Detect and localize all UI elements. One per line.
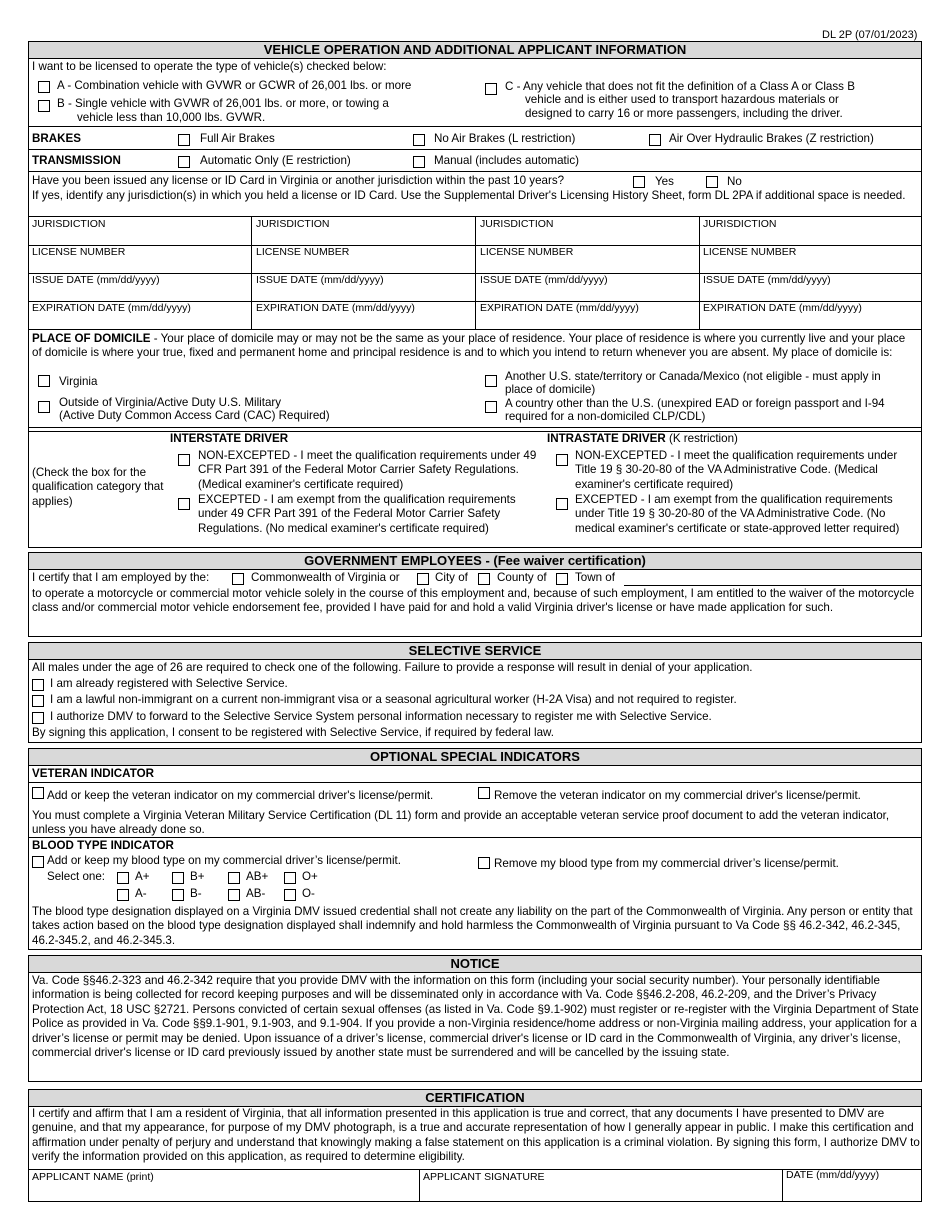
domicile-virginia-checkbox[interactable] (38, 375, 50, 387)
prior-yes-checkbox[interactable] (633, 176, 645, 188)
domicile-country-label-1: A country other than the U.S. (unexpired EAD or foreign passport and I-94 (505, 397, 885, 410)
optional-section (28, 748, 922, 950)
class-c-checkbox[interactable] (485, 83, 497, 95)
blood-b-plus-checkbox[interactable] (172, 872, 184, 884)
intrastate-nonexcepted-checkbox[interactable] (556, 454, 568, 466)
date-field[interactable] (786, 1184, 919, 1200)
domicile-virginia-label: Virginia (59, 375, 98, 388)
interstate-excepted-checkbox[interactable] (178, 498, 190, 510)
blood-title: BLOOD TYPE INDICATOR (32, 839, 174, 852)
no-air-brakes-checkbox[interactable] (413, 134, 425, 146)
selective-section (28, 642, 922, 743)
blood-a-minus-checkbox[interactable] (117, 889, 129, 901)
notice-section (28, 955, 922, 1082)
interstate-excepted-label: EXCEPTED - I am exempt from the qualification requirements under 49 CFR Part 391 of the Federal Motor Carrier Safety Regulations. (No medical examiner's certificate required) (198, 493, 516, 535)
intrastate-excepted-label: EXCEPTED - I am exempt from the qualification requirements under Title 19 § 30-20-80 of the VA Administrative Code. (No medical examiner's certificate or state-approved letter required) (575, 493, 900, 535)
blood-o-minus-label: O- (302, 887, 315, 900)
prior-license-instructions: If yes, identify any jurisdiction(s) in which you held a license or ID Card. Use the Supplemental Driver's Licensing History Sheet, form DL 2PA if additional space is needed. (32, 189, 906, 202)
class-b-label-2: vehicle less than 10,000 lbs. GVWR. (77, 111, 266, 124)
blood-o-plus-checkbox[interactable] (284, 872, 296, 884)
selective-authorize-label: I authorize DMV to forward to the Selective Service System personal information necessary to register me with Selective Service. (50, 710, 712, 723)
blood-b-minus-label: B- (190, 887, 202, 900)
expiration-date-label: EXPIRATION DATE (mm/dd/yyyy) (32, 302, 191, 314)
brakes-label: BRAKES (32, 132, 81, 145)
no-air-brakes-label: No Air Brakes (L restriction) (434, 132, 576, 145)
class-a-label: A - Combination vehicle with GVWR or GCWR of 26,001 lbs. or more (57, 79, 412, 92)
veteran-add-checkbox[interactable] (32, 787, 44, 799)
expiration-date-label: EXPIRATION DATE (mm/dd/yyyy) (256, 302, 415, 314)
selective-registered-checkbox[interactable] (32, 679, 44, 691)
government-lead: I certify that I am employed by the: (32, 571, 210, 584)
license-number-label: LICENSE NUMBER (703, 246, 797, 258)
prior-no-checkbox[interactable] (706, 176, 718, 188)
blood-a-minus-label: A- (135, 887, 147, 900)
automatic-only-checkbox[interactable] (178, 156, 190, 168)
city-label: City of (435, 571, 468, 584)
blood-remove-checkbox[interactable] (478, 857, 490, 869)
jurisdiction-label: JURISDICTION (703, 218, 777, 230)
selective-intro: All males under the age of 26 are required to check one of the following. Failure to provide a response will result in denial of your application. (32, 661, 753, 674)
intrastate-excepted-checkbox[interactable] (556, 498, 568, 510)
blood-b-plus-label: B+ (190, 870, 205, 883)
issue-date-label: ISSUE DATE (mm/dd/yyyy) (703, 274, 831, 286)
certification-section (28, 1089, 922, 1202)
vehicle-header: VEHICLE OPERATION AND ADDITIONAL APPLICANT INFORMATION (29, 42, 921, 59)
vehicle-intro: I want to be licensed to operate the type of vehicle(s) checked below: (32, 60, 387, 73)
veteran-title: VETERAN INDICATOR (32, 767, 154, 780)
domicile-outside-checkbox[interactable] (38, 401, 50, 413)
blood-o-plus-label: O+ (302, 870, 318, 883)
government-section (28, 552, 922, 637)
certification-text: I certify and affirm that I am a resident of Virginia, that all information presented in this application is true and correct, that any documents I have presented to DMV are genuine, and that my appearance, for purpose of my DMV photograph, is a true and accurate representation of how I generally appear in public. I make this certification and affirmation under penalty of perjury and understand that knowingly making a false statement on this application is a criminal violation. By signing this form, I authorize DMV to verify the information provided on this application, as required to determine eligibility. (32, 1107, 920, 1164)
applicant-name-label: APPLICANT NAME (print) (32, 1171, 154, 1183)
qualification-check-note: (Check the box for the qualification category that applies) (32, 466, 164, 508)
notice-text: Va. Code §§46.2-323 and 46.2-342 require that you provide DMV with the information on this form (including your social security number). Your personally identifiable information is being collected for record keeping purposes and will be disseminated only in accordance with Va. Code §§46.2-208, 46.2-209, and the Driver’s Privacy Protection Act, 18 USC §2721. Persons convicted of certain sexual offenses (as listed in Va. Code §9.1-902) must register or re-register with the Virginia Department of State Police as provided in Va. Code §§9.1-901, 9.1-903, and 9.1-904. If you provide a non-Virginia residence/home address or non-Virginia mailing address, your application for a driver’s license or permit may be denied. Upon issuance of a driver’s license, commercial driver's license or ID card in the Commonwealth of Virginia, any driver’s license, commercial driver's license or ID card previously issued by another state must be surrendered and will be cancelled by the issuing state. (32, 974, 919, 1060)
date-label: DATE (mm/dd/yyyy) (786, 1169, 880, 1181)
blood-add-label: Add or keep my blood type on my commercial driver’s license/permit. (47, 854, 401, 867)
jurisdiction-label: JURISDICTION (32, 218, 106, 230)
blood-b-minus-checkbox[interactable] (172, 889, 184, 901)
notice-header: NOTICE (29, 956, 921, 973)
intrastate-title: INTRASTATE DRIVER (K restriction) (547, 432, 738, 445)
blood-ab-minus-label: AB- (246, 887, 266, 900)
expiration-date-label: EXPIRATION DATE (mm/dd/yyyy) (480, 302, 639, 314)
license-number-label: LICENSE NUMBER (32, 246, 126, 258)
applicant-signature-label: APPLICANT SIGNATURE (423, 1171, 545, 1183)
license-number-label: LICENSE NUMBER (480, 246, 574, 258)
prior-no-label: No (727, 175, 742, 188)
class-c-label-2: vehicle and is either used to transport hazardous materials or (525, 93, 839, 106)
blood-a-plus-checkbox[interactable] (117, 872, 129, 884)
interstate-nonexcepted-checkbox[interactable] (178, 454, 190, 466)
prior-yes-label: Yes (655, 175, 674, 188)
manual-checkbox[interactable] (413, 156, 425, 168)
intrastate-nonexcepted-label: NON-EXCEPTED - I meet the qualification requirements under Title 19 § 30-20-80 of the VA Administrative Code. (Medical examiner's certificate required) (575, 449, 898, 491)
class-a-checkbox[interactable] (38, 81, 50, 93)
veteran-remove-label: Remove the veteran indicator on my commercial driver's license/permit. (494, 789, 861, 802)
class-c-label-1: C - Any vehicle that does not fit the definition of a Class A or Class B (505, 80, 855, 93)
veteran-note: You must complete a Virginia Veteran Military Service Certification (DL 11) form and provide an acceptable veteran service proof document to add the veteran indicator, unless you have already done so. (32, 809, 890, 837)
selective-nonimmigrant-label: I am a lawful non-immigrant on a current non-immigrant visa or a seasonal agricultural worker (H-2A Visa) and not required to register. (50, 693, 737, 706)
air-over-hydraulic-checkbox[interactable] (649, 134, 661, 146)
issue-date-label: ISSUE DATE (mm/dd/yyyy) (32, 274, 160, 286)
domicile-outside-label-1: Outside of Virginia/Active Duty U.S. Military (59, 396, 282, 409)
selective-authorize-checkbox[interactable] (32, 712, 44, 724)
selective-header: SELECTIVE SERVICE (29, 643, 921, 660)
government-text: to operate a motorcycle or commercial motor vehicle solely in the course of this employment and, because of such employment, I am entitled to the waiver of the motorcycle class and/or commercial motor vehicle endorsement fee, provided I have paid for and hold a valid Virginia driver's license or have made application for such. (32, 587, 915, 615)
blood-note: The blood type designation displayed on a Virginia DMV issued credential shall not create any liability on the part of the Commonwealth of Virginia. Any person or entity that takes action based on the blood type designation displayed shall indemnify and hold harmless the Commonwealth of Virginia pursuant to Va Code §§ 46.2-342, 46.2-345, 46.2-345.2, and 46.2-345.3. (32, 905, 913, 947)
interstate-nonexcepted-label: NON-EXCEPTED - I meet the qualification requirements under 49 CFR Part 391 of the Federal Motor Carrier Safety Regulations. (Medical examiner's certificate required) (198, 449, 537, 491)
manual-label: Manual (includes automatic) (434, 154, 579, 167)
prior-license-question: Have you been issued any license or ID Card in Virginia or another jurisdiction within the past 10 years? (32, 174, 565, 187)
blood-ab-minus-checkbox[interactable] (228, 889, 240, 901)
applicant-name-field[interactable] (32, 1184, 415, 1200)
domicile-other-state-label-1: Another U.S. state/territory or Canada/Mexico (not eligible - must apply in (505, 370, 881, 383)
blood-select-one: Select one: (47, 870, 106, 883)
domicile-other-state-checkbox[interactable] (485, 375, 497, 387)
blood-ab-plus-checkbox[interactable] (228, 872, 240, 884)
veteran-add-label: Add or keep the veteran indicator on my commercial driver's license/permit. (47, 789, 434, 802)
class-b-label-1: B - Single vehicle with GVWR of 26,001 lbs. or more, or towing a (57, 97, 389, 110)
city-checkbox[interactable] (417, 573, 429, 585)
blood-ab-plus-label: AB+ (246, 870, 269, 883)
domicile-country-label-2: required for a non-domiciled CLP/CDL) (505, 410, 706, 423)
selective-nonimmigrant-checkbox[interactable] (32, 695, 44, 707)
jurisdiction-label: JURISDICTION (256, 218, 330, 230)
blood-remove-label: Remove my blood type from my commercial driver’s license/permit. (494, 857, 839, 870)
optional-header: OPTIONAL SPECIAL INDICATORS (29, 749, 921, 766)
commonwealth-checkbox[interactable] (232, 573, 244, 585)
selective-registered-label: I am already registered with Selective Service. (50, 677, 288, 690)
commonwealth-label: Commonwealth of Virginia or (251, 571, 400, 584)
domicile-outside-label-2: (Active Duty Common Access Card (CAC) Required) (59, 409, 330, 422)
town-checkbox[interactable] (556, 573, 568, 585)
interstate-title: INTERSTATE DRIVER (170, 432, 289, 445)
license-number-label: LICENSE NUMBER (256, 246, 350, 258)
expiration-date-label: EXPIRATION DATE (mm/dd/yyyy) (703, 302, 862, 314)
county-label: County of (497, 571, 547, 584)
air-over-hydraulic-label: Air Over Hydraulic Brakes (Z restriction) (669, 132, 874, 145)
domicile-country-checkbox[interactable] (485, 401, 497, 413)
issue-date-label: ISSUE DATE (mm/dd/yyyy) (480, 274, 608, 286)
automatic-only-label: Automatic Only (E restriction) (200, 154, 351, 167)
class-c-label-3: designed to carry 16 or more passengers, including the driver. (525, 107, 843, 120)
transmission-label: TRANSMISSION (32, 154, 121, 167)
full-air-brakes-label: Full Air Brakes (200, 132, 275, 145)
class-b-checkbox[interactable] (38, 100, 50, 112)
applicant-signature-field[interactable] (423, 1184, 778, 1200)
domicile-text: PLACE OF DOMICILE - Your place of domicile may or may not be the same as your place of residence. Your place of residence is where you currently live and your place of domicile is where your true, fixed and permanent home and principal residence is and to which you intend to return whenever you are absent. My place of domicile is: (32, 332, 906, 360)
government-header: GOVERNMENT EMPLOYEES - (Fee waiver certification) (29, 553, 921, 570)
full-air-brakes-checkbox[interactable] (178, 134, 190, 146)
domicile-other-state-label-2: place of domicile) (505, 383, 596, 396)
veteran-remove-checkbox[interactable] (478, 787, 490, 799)
town-label: Town of (575, 571, 615, 584)
form-id: DL 2P (07/01/2023) (822, 29, 918, 41)
vehicle-section (28, 41, 922, 548)
issue-date-label: ISSUE DATE (mm/dd/yyyy) (256, 274, 384, 286)
county-checkbox[interactable] (478, 573, 490, 585)
blood-o-minus-checkbox[interactable] (284, 889, 296, 901)
selective-consent: By signing this application, I consent to be registered with Selective Service, if required by federal law. (32, 726, 554, 739)
blood-add-checkbox[interactable] (32, 856, 44, 868)
blood-a-plus-label: A+ (135, 870, 150, 883)
jurisdiction-label: JURISDICTION (480, 218, 554, 230)
certification-header: CERTIFICATION (29, 1090, 921, 1107)
